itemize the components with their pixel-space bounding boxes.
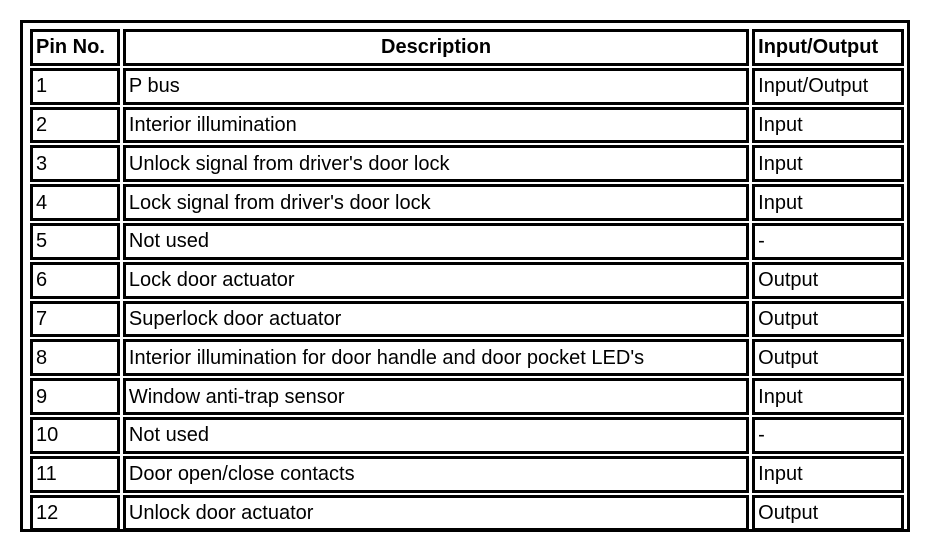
pin-number-cell: 12	[30, 495, 120, 532]
description-cell: Lock signal from driver's door lock	[123, 184, 749, 221]
description-cell: Window anti-trap sensor	[123, 378, 749, 415]
pin-number-cell: 6	[30, 262, 120, 299]
header-description: Description	[123, 29, 749, 66]
pin-table	[27, 27, 907, 533]
description-cell: Lock door actuator	[123, 262, 749, 299]
io-cell: Input	[752, 184, 904, 221]
pin-number-cell: 9	[30, 378, 120, 415]
header-row	[30, 29, 904, 66]
pin-number-cell: 4	[30, 184, 120, 221]
description-cell: Interior illumination for door handle and door pocket LED's	[123, 339, 749, 376]
table-row	[30, 184, 904, 221]
io-cell: Input	[752, 456, 904, 493]
header-pin-no: Pin No.	[30, 29, 120, 66]
table-row	[30, 68, 904, 105]
description-cell: P bus	[123, 68, 749, 105]
io-cell: Output	[752, 495, 904, 532]
pin-number-cell: 11	[30, 456, 120, 493]
pin-number-cell: 7	[30, 301, 120, 338]
description-cell: Superlock door actuator	[123, 301, 749, 338]
pin-number-cell: 3	[30, 145, 120, 182]
table-row	[30, 378, 904, 415]
io-cell: Input/Output	[752, 68, 904, 105]
description-cell: Not used	[123, 223, 749, 260]
pin-number-cell: 1	[30, 68, 120, 105]
io-cell: Output	[752, 339, 904, 376]
pin-number-cell: 2	[30, 107, 120, 144]
table-row	[30, 301, 904, 338]
description-cell: Door open/close contacts	[123, 456, 749, 493]
table-row	[30, 417, 904, 454]
io-cell: -	[752, 223, 904, 260]
io-cell: Output	[752, 301, 904, 338]
io-cell: Output	[752, 262, 904, 299]
table-row	[30, 223, 904, 260]
table-row	[30, 107, 904, 144]
table-row	[30, 456, 904, 493]
description-cell: Unlock door actuator	[123, 495, 749, 532]
io-cell: Input	[752, 145, 904, 182]
table-row	[30, 495, 904, 532]
pin-number-cell: 8	[30, 339, 120, 376]
header-input-output: Input/Output	[752, 29, 904, 66]
description-cell: Interior illumination	[123, 107, 749, 144]
pin-number-cell: 10	[30, 417, 120, 454]
io-cell: Input	[752, 378, 904, 415]
table-row	[30, 339, 904, 376]
io-cell: Input	[752, 107, 904, 144]
pin-number-cell: 5	[30, 223, 120, 260]
pin-table-frame	[20, 20, 910, 532]
description-cell: Not used	[123, 417, 749, 454]
table-row	[30, 262, 904, 299]
table-row	[30, 145, 904, 182]
io-cell: -	[752, 417, 904, 454]
description-cell: Unlock signal from driver's door lock	[123, 145, 749, 182]
